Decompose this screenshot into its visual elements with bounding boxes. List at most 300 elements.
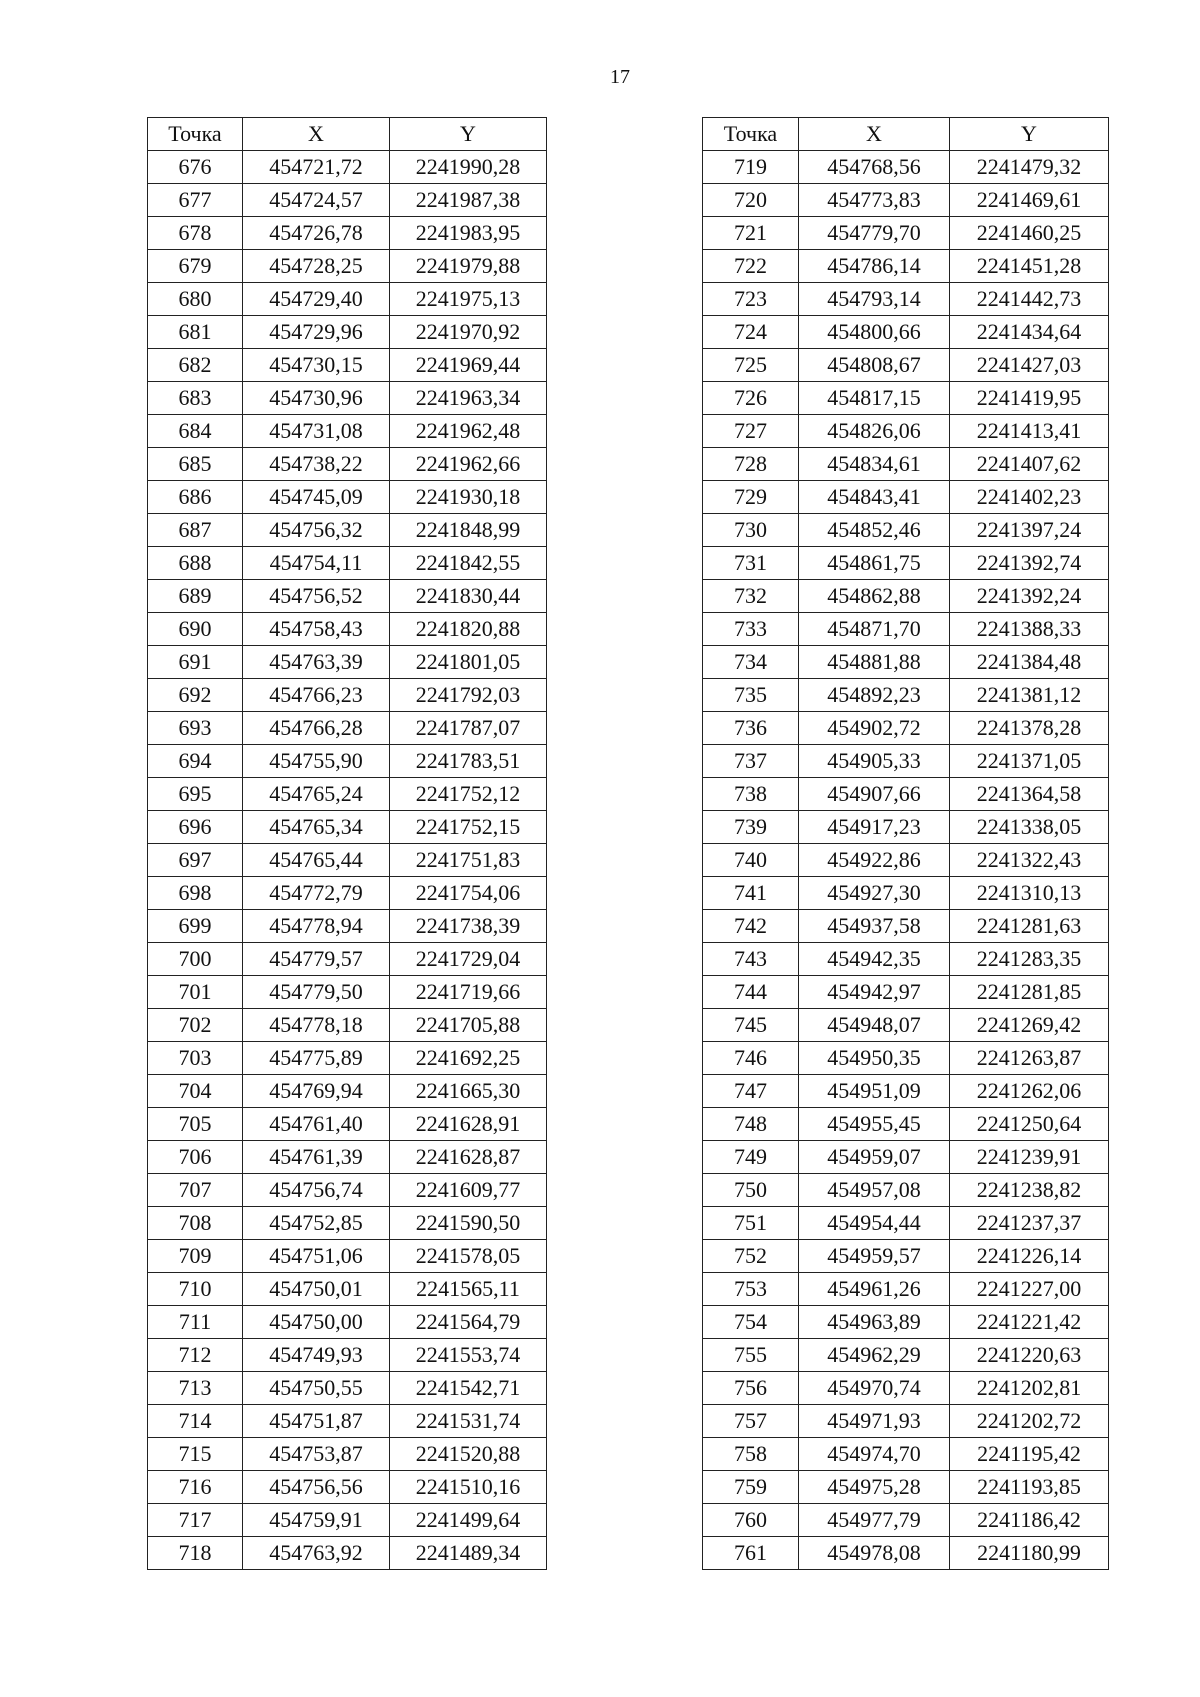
- y-cell: 2241962,48: [390, 415, 547, 448]
- x-cell: 454970,74: [799, 1372, 950, 1405]
- table-row: [703, 1372, 1109, 1405]
- y-cell: 2241263,87: [950, 1042, 1109, 1075]
- table-row: [148, 778, 547, 811]
- x-cell: 454779,70: [799, 217, 950, 250]
- table-row: [148, 1438, 547, 1471]
- table-row: [703, 448, 1109, 481]
- point-cell: 738: [703, 778, 799, 811]
- header-y: Y: [950, 118, 1109, 151]
- table-row: [703, 613, 1109, 646]
- point-cell: 693: [148, 712, 243, 745]
- x-cell: 454769,94: [243, 1075, 390, 1108]
- y-cell: 2241751,83: [390, 844, 547, 877]
- table-row: [148, 910, 547, 943]
- point-cell: 746: [703, 1042, 799, 1075]
- point-cell: 697: [148, 844, 243, 877]
- y-cell: 2241479,32: [950, 151, 1109, 184]
- table-row: [148, 1141, 547, 1174]
- point-cell: 741: [703, 877, 799, 910]
- table-row: [148, 613, 547, 646]
- y-cell: 2241665,30: [390, 1075, 547, 1108]
- table-row: [703, 1273, 1109, 1306]
- point-cell: 680: [148, 283, 243, 316]
- point-cell: 751: [703, 1207, 799, 1240]
- table-header-row: [148, 118, 547, 151]
- y-cell: 2241970,92: [390, 316, 547, 349]
- x-cell: 454773,83: [799, 184, 950, 217]
- x-cell: 454817,15: [799, 382, 950, 415]
- y-cell: 2241590,50: [390, 1207, 547, 1240]
- x-cell: 454754,11: [243, 547, 390, 580]
- x-cell: 454937,58: [799, 910, 950, 943]
- y-cell: 2241338,05: [950, 811, 1109, 844]
- y-cell: 2241281,63: [950, 910, 1109, 943]
- table-row: [703, 712, 1109, 745]
- x-cell: 454758,43: [243, 613, 390, 646]
- point-cell: 688: [148, 547, 243, 580]
- point-cell: 740: [703, 844, 799, 877]
- table-row: [148, 646, 547, 679]
- point-cell: 733: [703, 613, 799, 646]
- table-row: [148, 151, 547, 184]
- x-cell: 454749,93: [243, 1339, 390, 1372]
- x-cell: 454751,06: [243, 1240, 390, 1273]
- point-cell: 695: [148, 778, 243, 811]
- table-row: [148, 811, 547, 844]
- y-cell: 2241578,05: [390, 1240, 547, 1273]
- table-row: [148, 1174, 547, 1207]
- y-cell: 2241962,66: [390, 448, 547, 481]
- x-cell: 454778,18: [243, 1009, 390, 1042]
- x-cell: 454768,56: [799, 151, 950, 184]
- table-row: [148, 184, 547, 217]
- table-row: [148, 580, 547, 613]
- table-row: [703, 1504, 1109, 1537]
- point-cell: 722: [703, 250, 799, 283]
- table-row: [148, 877, 547, 910]
- x-cell: 454950,35: [799, 1042, 950, 1075]
- point-cell: 700: [148, 943, 243, 976]
- point-cell: 724: [703, 316, 799, 349]
- y-cell: 2241451,28: [950, 250, 1109, 283]
- point-cell: 687: [148, 514, 243, 547]
- x-cell: 454745,09: [243, 481, 390, 514]
- x-cell: 454927,30: [799, 877, 950, 910]
- y-cell: 2241402,23: [950, 481, 1109, 514]
- table-row: [148, 1372, 547, 1405]
- y-cell: 2241195,42: [950, 1438, 1109, 1471]
- header-point: Точка: [703, 118, 799, 151]
- table-row: [148, 1240, 547, 1273]
- y-cell: 2241237,37: [950, 1207, 1109, 1240]
- y-cell: 2241283,35: [950, 943, 1109, 976]
- x-cell: 454778,94: [243, 910, 390, 943]
- point-cell: 758: [703, 1438, 799, 1471]
- point-cell: 752: [703, 1240, 799, 1273]
- x-cell: 454750,01: [243, 1273, 390, 1306]
- x-cell: 454755,90: [243, 745, 390, 778]
- x-cell: 454951,09: [799, 1075, 950, 1108]
- coordinates-table-right: [702, 117, 1109, 1570]
- table-row: [703, 514, 1109, 547]
- y-cell: 2241392,24: [950, 580, 1109, 613]
- point-cell: 715: [148, 1438, 243, 1471]
- table-row: [148, 976, 547, 1009]
- x-cell: 454752,85: [243, 1207, 390, 1240]
- y-cell: 2241384,48: [950, 646, 1109, 679]
- point-cell: 732: [703, 580, 799, 613]
- y-cell: 2241220,63: [950, 1339, 1109, 1372]
- table-row: [703, 778, 1109, 811]
- x-cell: 454892,23: [799, 679, 950, 712]
- point-cell: 747: [703, 1075, 799, 1108]
- point-cell: 721: [703, 217, 799, 250]
- point-cell: 692: [148, 679, 243, 712]
- table-row: [703, 250, 1109, 283]
- y-cell: 2241269,42: [950, 1009, 1109, 1042]
- y-cell: 2241186,42: [950, 1504, 1109, 1537]
- y-cell: 2241705,88: [390, 1009, 547, 1042]
- x-cell: 454753,87: [243, 1438, 390, 1471]
- table-row: [148, 1207, 547, 1240]
- y-cell: 2241378,28: [950, 712, 1109, 745]
- table-row: [703, 349, 1109, 382]
- point-cell: 690: [148, 613, 243, 646]
- x-cell: 454957,08: [799, 1174, 950, 1207]
- point-cell: 759: [703, 1471, 799, 1504]
- point-cell: 717: [148, 1504, 243, 1537]
- table-row: [148, 481, 547, 514]
- y-cell: 2241180,99: [950, 1537, 1109, 1570]
- table-row: [703, 1405, 1109, 1438]
- y-cell: 2241381,12: [950, 679, 1109, 712]
- x-cell: 454786,14: [799, 250, 950, 283]
- y-cell: 2241193,85: [950, 1471, 1109, 1504]
- table-row: [703, 1174, 1109, 1207]
- point-cell: 702: [148, 1009, 243, 1042]
- y-cell: 2241202,72: [950, 1405, 1109, 1438]
- table-row: [703, 1009, 1109, 1042]
- y-cell: 2241397,24: [950, 514, 1109, 547]
- x-cell: 454902,72: [799, 712, 950, 745]
- x-cell: 454834,61: [799, 448, 950, 481]
- point-cell: 710: [148, 1273, 243, 1306]
- point-cell: 735: [703, 679, 799, 712]
- table-row: [148, 712, 547, 745]
- x-cell: 454759,91: [243, 1504, 390, 1537]
- x-cell: 454731,08: [243, 415, 390, 448]
- table-row: [703, 481, 1109, 514]
- table-row: [148, 217, 547, 250]
- table-row: [703, 811, 1109, 844]
- point-cell: 748: [703, 1108, 799, 1141]
- y-cell: 2241930,18: [390, 481, 547, 514]
- table-row: [148, 283, 547, 316]
- table-row: [703, 1537, 1109, 1570]
- x-cell: 454765,34: [243, 811, 390, 844]
- table-row: [703, 415, 1109, 448]
- table-row: [148, 316, 547, 349]
- y-cell: 2241963,34: [390, 382, 547, 415]
- point-cell: 726: [703, 382, 799, 415]
- y-cell: 2241719,66: [390, 976, 547, 1009]
- x-cell: 454871,70: [799, 613, 950, 646]
- point-cell: 698: [148, 877, 243, 910]
- table-header-row: [703, 118, 1109, 151]
- y-cell: 2241783,51: [390, 745, 547, 778]
- y-cell: 2241413,41: [950, 415, 1109, 448]
- x-cell: 454763,39: [243, 646, 390, 679]
- x-cell: 454756,32: [243, 514, 390, 547]
- point-cell: 716: [148, 1471, 243, 1504]
- table-row: [148, 349, 547, 382]
- x-cell: 454728,25: [243, 250, 390, 283]
- table-row: [703, 679, 1109, 712]
- y-cell: 2241983,95: [390, 217, 547, 250]
- y-cell: 2241801,05: [390, 646, 547, 679]
- y-cell: 2241460,25: [950, 217, 1109, 250]
- point-cell: 709: [148, 1240, 243, 1273]
- x-cell: 454779,57: [243, 943, 390, 976]
- point-cell: 754: [703, 1306, 799, 1339]
- x-cell: 454761,39: [243, 1141, 390, 1174]
- x-cell: 454766,28: [243, 712, 390, 745]
- y-cell: 2241489,34: [390, 1537, 547, 1570]
- point-cell: 749: [703, 1141, 799, 1174]
- point-cell: 720: [703, 184, 799, 217]
- table-row: [703, 844, 1109, 877]
- x-cell: 454978,08: [799, 1537, 950, 1570]
- x-cell: 454724,57: [243, 184, 390, 217]
- y-cell: 2241388,33: [950, 613, 1109, 646]
- point-cell: 723: [703, 283, 799, 316]
- point-cell: 704: [148, 1075, 243, 1108]
- x-cell: 454948,07: [799, 1009, 950, 1042]
- page-number: 17: [610, 66, 630, 88]
- point-cell: 714: [148, 1405, 243, 1438]
- table-row: [703, 1438, 1109, 1471]
- y-cell: 2241787,07: [390, 712, 547, 745]
- y-cell: 2241227,00: [950, 1273, 1109, 1306]
- table-row: [703, 877, 1109, 910]
- table-row: [703, 580, 1109, 613]
- y-cell: 2241520,88: [390, 1438, 547, 1471]
- point-cell: 712: [148, 1339, 243, 1372]
- y-cell: 2241692,25: [390, 1042, 547, 1075]
- point-cell: 757: [703, 1405, 799, 1438]
- point-cell: 685: [148, 448, 243, 481]
- table-row: [148, 1471, 547, 1504]
- table-row: [148, 1537, 547, 1570]
- y-cell: 2241310,13: [950, 877, 1109, 910]
- x-cell: 454730,96: [243, 382, 390, 415]
- x-cell: 454750,55: [243, 1372, 390, 1405]
- point-cell: 706: [148, 1141, 243, 1174]
- x-cell: 454756,56: [243, 1471, 390, 1504]
- table-row: [703, 1141, 1109, 1174]
- point-cell: 753: [703, 1273, 799, 1306]
- x-cell: 454779,50: [243, 976, 390, 1009]
- y-cell: 2241842,55: [390, 547, 547, 580]
- table-row: [148, 679, 547, 712]
- point-cell: 725: [703, 349, 799, 382]
- point-cell: 728: [703, 448, 799, 481]
- table-row: [148, 1009, 547, 1042]
- y-cell: 2241510,16: [390, 1471, 547, 1504]
- table-row: [148, 745, 547, 778]
- point-cell: 683: [148, 382, 243, 415]
- x-cell: 454962,29: [799, 1339, 950, 1372]
- x-cell: 454766,23: [243, 679, 390, 712]
- point-cell: 742: [703, 910, 799, 943]
- x-cell: 454917,23: [799, 811, 950, 844]
- point-cell: 719: [703, 151, 799, 184]
- x-cell: 454761,40: [243, 1108, 390, 1141]
- x-cell: 454765,44: [243, 844, 390, 877]
- table-row: [148, 415, 547, 448]
- y-cell: 2241729,04: [390, 943, 547, 976]
- y-cell: 2241250,64: [950, 1108, 1109, 1141]
- x-cell: 454721,72: [243, 151, 390, 184]
- point-cell: 731: [703, 547, 799, 580]
- y-cell: 2241364,58: [950, 778, 1109, 811]
- x-cell: 454729,40: [243, 283, 390, 316]
- y-cell: 2241469,61: [950, 184, 1109, 217]
- x-cell: 454963,89: [799, 1306, 950, 1339]
- table-row: [703, 1240, 1109, 1273]
- point-cell: 755: [703, 1339, 799, 1372]
- x-cell: 454862,88: [799, 580, 950, 613]
- y-cell: 2241565,11: [390, 1273, 547, 1306]
- table-row: [703, 1042, 1109, 1075]
- x-cell: 454922,86: [799, 844, 950, 877]
- y-cell: 2241419,95: [950, 382, 1109, 415]
- point-cell: 707: [148, 1174, 243, 1207]
- x-cell: 454738,22: [243, 448, 390, 481]
- x-cell: 454907,66: [799, 778, 950, 811]
- point-cell: 734: [703, 646, 799, 679]
- table-row: [148, 1108, 547, 1141]
- point-cell: 703: [148, 1042, 243, 1075]
- y-cell: 2241990,28: [390, 151, 547, 184]
- point-cell: 730: [703, 514, 799, 547]
- table-row: [703, 382, 1109, 415]
- point-cell: 694: [148, 745, 243, 778]
- y-cell: 2241830,44: [390, 580, 547, 613]
- point-cell: 718: [148, 1537, 243, 1570]
- x-cell: 454942,97: [799, 976, 950, 1009]
- header-y: Y: [390, 118, 547, 151]
- table-row: [148, 1405, 547, 1438]
- y-cell: 2241752,15: [390, 811, 547, 844]
- y-cell: 2241499,64: [390, 1504, 547, 1537]
- table-row: [148, 943, 547, 976]
- x-cell: 454861,75: [799, 547, 950, 580]
- x-cell: 454971,93: [799, 1405, 950, 1438]
- y-cell: 2241542,71: [390, 1372, 547, 1405]
- y-cell: 2241754,06: [390, 877, 547, 910]
- y-cell: 2241987,38: [390, 184, 547, 217]
- table-row: [703, 976, 1109, 1009]
- table-row: [148, 1339, 547, 1372]
- table-row: [703, 184, 1109, 217]
- table-row: [703, 646, 1109, 679]
- x-cell: 454772,79: [243, 877, 390, 910]
- y-cell: 2241262,06: [950, 1075, 1109, 1108]
- x-cell: 454775,89: [243, 1042, 390, 1075]
- table-row: [703, 1075, 1109, 1108]
- table-row: [148, 250, 547, 283]
- y-cell: 2241848,99: [390, 514, 547, 547]
- point-cell: 743: [703, 943, 799, 976]
- y-cell: 2241738,39: [390, 910, 547, 943]
- y-cell: 2241628,87: [390, 1141, 547, 1174]
- header-x: X: [799, 118, 950, 151]
- point-cell: 713: [148, 1372, 243, 1405]
- table-row: [148, 1306, 547, 1339]
- point-cell: 736: [703, 712, 799, 745]
- point-cell: 684: [148, 415, 243, 448]
- x-cell: 454843,41: [799, 481, 950, 514]
- table-row: [703, 283, 1109, 316]
- y-cell: 2241407,62: [950, 448, 1109, 481]
- x-cell: 454954,44: [799, 1207, 950, 1240]
- x-cell: 454726,78: [243, 217, 390, 250]
- point-cell: 711: [148, 1306, 243, 1339]
- x-cell: 454763,92: [243, 1537, 390, 1570]
- point-cell: 739: [703, 811, 799, 844]
- y-cell: 2241281,85: [950, 976, 1109, 1009]
- y-cell: 2241442,73: [950, 283, 1109, 316]
- table-row: [703, 547, 1109, 580]
- x-cell: 454750,00: [243, 1306, 390, 1339]
- x-cell: 454961,26: [799, 1273, 950, 1306]
- x-cell: 454751,87: [243, 1405, 390, 1438]
- x-cell: 454905,33: [799, 745, 950, 778]
- header-x: X: [243, 118, 390, 151]
- table-row: [703, 1471, 1109, 1504]
- y-cell: 2241239,91: [950, 1141, 1109, 1174]
- table-row: [703, 1207, 1109, 1240]
- coordinates-table-left: [147, 117, 547, 1570]
- x-cell: 454793,14: [799, 283, 950, 316]
- y-cell: 2241628,91: [390, 1108, 547, 1141]
- y-cell: 2241238,82: [950, 1174, 1109, 1207]
- x-cell: 454730,15: [243, 349, 390, 382]
- y-cell: 2241609,77: [390, 1174, 547, 1207]
- table-row: [148, 1504, 547, 1537]
- x-cell: 454955,45: [799, 1108, 950, 1141]
- x-cell: 454808,67: [799, 349, 950, 382]
- table-row: [148, 382, 547, 415]
- x-cell: 454765,24: [243, 778, 390, 811]
- x-cell: 454826,06: [799, 415, 950, 448]
- point-cell: 676: [148, 151, 243, 184]
- point-cell: 708: [148, 1207, 243, 1240]
- point-cell: 705: [148, 1108, 243, 1141]
- x-cell: 454852,46: [799, 514, 950, 547]
- y-cell: 2241226,14: [950, 1240, 1109, 1273]
- point-cell: 727: [703, 415, 799, 448]
- table-row: [703, 1108, 1109, 1141]
- table-row: [148, 514, 547, 547]
- y-cell: 2241322,43: [950, 844, 1109, 877]
- table-row: [148, 1042, 547, 1075]
- table-row: [148, 448, 547, 481]
- y-cell: 2241969,44: [390, 349, 547, 382]
- point-cell: 689: [148, 580, 243, 613]
- y-cell: 2241371,05: [950, 745, 1109, 778]
